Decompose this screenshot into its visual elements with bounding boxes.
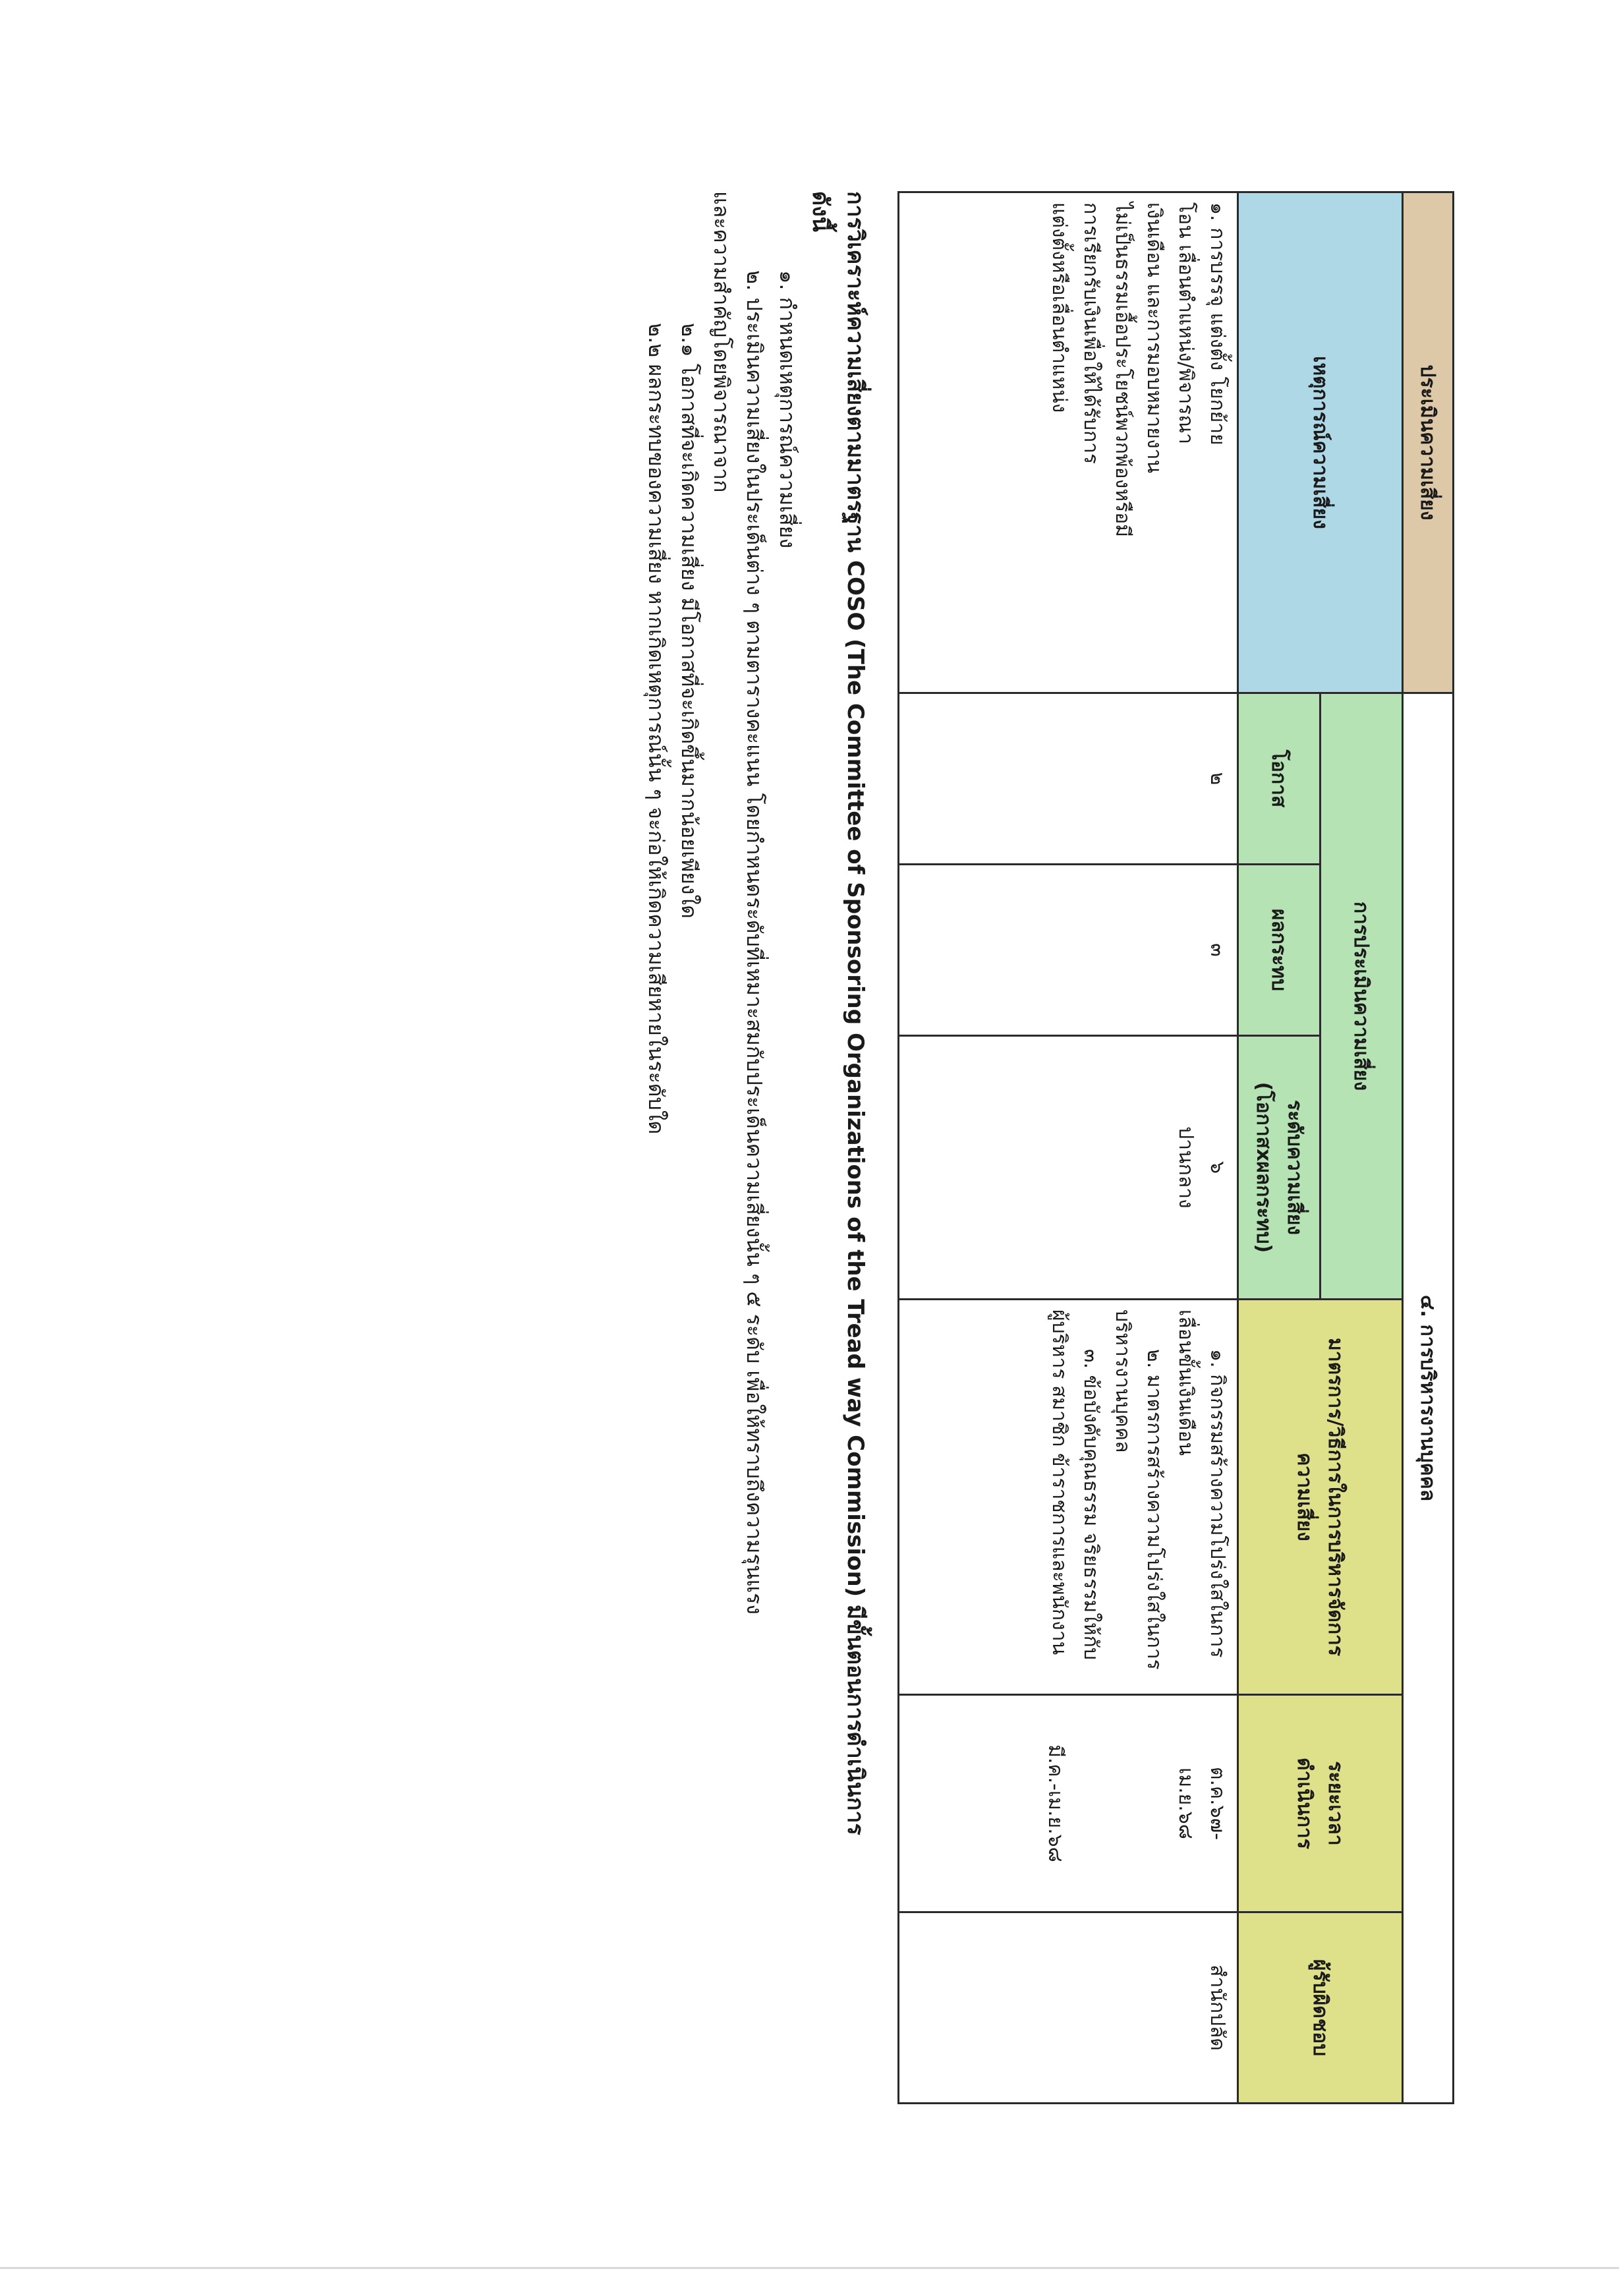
risk-assessment-header: ประเมินความเสี่ยง <box>1403 192 1454 693</box>
scan-edge-line <box>0 2267 1619 2269</box>
evaluation-header: การประเมินความเสี่ยง <box>1321 693 1403 1300</box>
analysis-step-2-1: ๒.๑ โอกาสที่จะเกิดความเสี่ยง มีโอกาสที่จะเกิดขึ้นมากน้อยเพียงใด <box>676 323 702 919</box>
period-cell: ต.ค.๖๗- เม.ย.๖๘ มี.ค.-เม.ย.๖๘ <box>899 1695 1238 1912</box>
coso-analysis-section <box>640 191 872 2102</box>
likelihood-header: โอกาส <box>1238 693 1321 865</box>
period-header: ระยะเวลา ดำเนินการ <box>1238 1695 1403 1912</box>
analysis-step-2: ๒. ประเมินความเสี่ยงในประเด็นต่าง ๆ ตามตารางคะแนน โดยกำหนดระดับที่เหมาะสมกับประเด็นความเสี่ยงนั้น ๆ ๕ ระดับ เพื่อให้ทราบถึงความรุนแรง <box>742 270 768 1615</box>
analysis-heading-cont: ดังนี้ <box>807 191 834 232</box>
analysis-step-2-2: ๒.๒ ผลกระทบของความเสี่ยง หากเกิดเหตุการณ์นั้น ๆ จะก่อให้เกิดความเสียหายในระดับใด <box>644 323 669 1135</box>
table-row <box>899 192 1238 2104</box>
content-block <box>640 191 1454 2102</box>
owner-cell: สำนักปลัด <box>899 1912 1238 2104</box>
impact-header: ผลกระทบ <box>1238 865 1321 1036</box>
likelihood-cell: ๒ <box>899 693 1238 865</box>
risk-level-header: ระดับความเสี่ยง (โอกาสxผลกระทบ) <box>1238 1036 1321 1300</box>
analysis-step-2-cont: และความสำคัญโดยพิจารณาจาก <box>709 191 735 493</box>
risk-event-cell: ๑. การบรรจุ แต่งตั้ง โยกย้าย โอน เลื่อนตำแหน่ง/พิจารณา เงินเดือน และการมอบหมายงาน ไม่เป็นธรรมเอื้อประโยชน์พวกพ้องหรือมี การเรียกรับเงินเพื่อให้ได้รับการ แต่งตั้งหรือเลื่อนตำแหน่ง <box>899 192 1238 693</box>
analysis-step-1: ๑. กำหนดเหตุการณ์ความเสี่ยง <box>774 270 800 549</box>
analysis-heading: การวิเคราะห์ความเสี่ยงตามมาตรฐาน COSO (The Committee of Sponsoring Organizations of the Tread way Commission) มีขั้นตอนการดำเนินการ <box>842 191 868 1835</box>
measures-cell: ๑. กิจกรรมสร้างความโปร่งใสในการ เลื่อนขั้นเงินเดือน ๒. มาตรการสร้างความโปร่งใสในการ บริหารงานบุคคล ๓. ข้อบังคับคุณธรรม จริยธรรมให้กับ ผู้บริหาร สมาชิก ข้าราชการและพนักงาน <box>899 1300 1238 1695</box>
risk-event-header: เหตุการณ์ความเสี่ยง <box>1238 192 1403 693</box>
measures-header: มาตรการ/วิธีการในการบริหารจัดการ ความเสี่ยง <box>1238 1300 1403 1695</box>
risk-level-cell: ๖ ปานกลาง <box>899 1036 1238 1300</box>
owner-header: ผู้รับผิดชอบ <box>1238 1912 1403 2104</box>
risk-assessment-table <box>897 191 1454 2104</box>
impact-cell: ๓ <box>899 865 1238 1036</box>
section-title: ๔. การบริหารงานบุคคล <box>1403 693 1454 2104</box>
